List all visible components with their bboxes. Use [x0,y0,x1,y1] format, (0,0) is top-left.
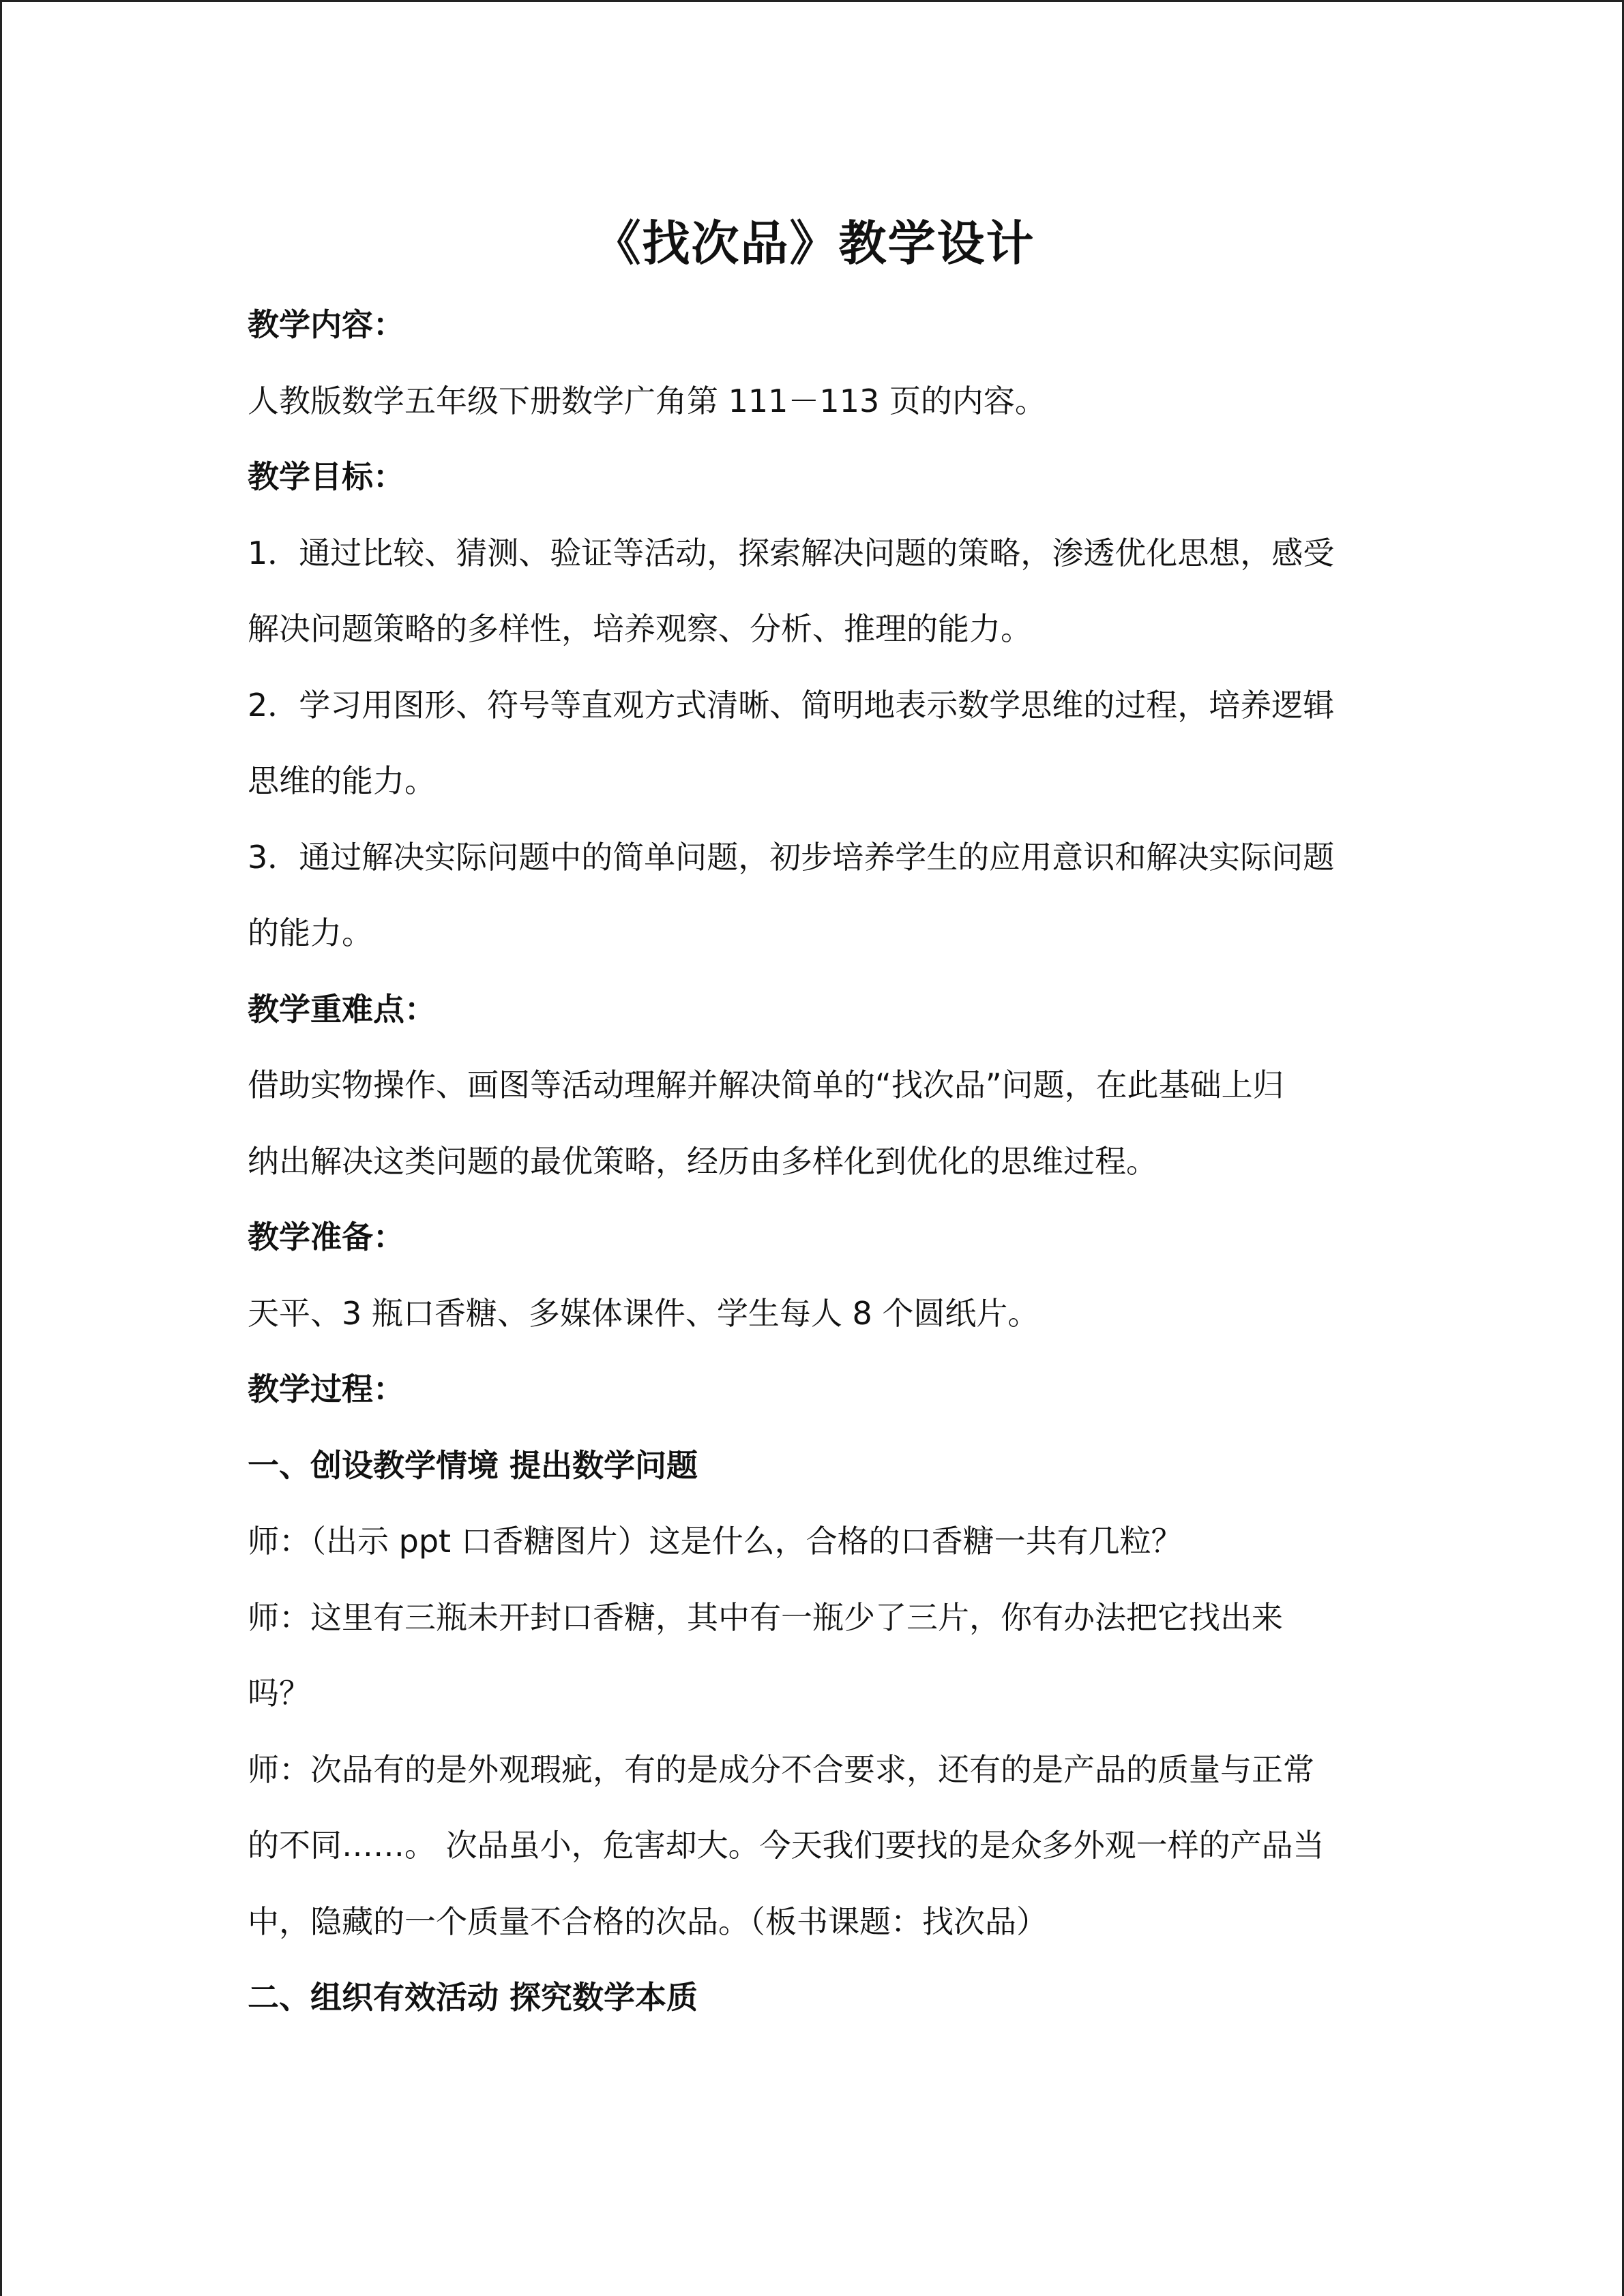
paragraph-line: 思维的能力。 [248,762,436,799]
paragraph-line: 的能力。 [248,914,373,951]
heading-key-points: 教学重难点： [248,991,436,1028]
heading-teaching-process: 教学过程： [248,1371,404,1407]
paragraph-line: 纳出解决这类问题的最优策略，经历由多样化到优化的思维过程。 [248,1143,1157,1180]
heading-teaching-content: 教学内容： [248,306,404,343]
paragraph-line: 师：（出示 ppt 口香糖图片）这是什么，合格的口香糖一共有几粒？ [248,1523,1183,1560]
paragraph-line: 天平、3 瓶口香糖、多媒体课件、学生每人 8 个圆纸片。 [248,1295,1039,1332]
section-heading-1: 一、创设教学情境 提出数学问题 [248,1447,698,1484]
heading-preparation: 教学准备： [248,1219,404,1255]
document-title: 《找次品》教学设计 [593,215,1035,271]
paragraph-line: 吗？ [248,1675,310,1712]
paragraph-line: 师：这里有三瓶未开封口香糖，其中有一瓶少了三片，你有办法把它找出来 [248,1599,1283,1636]
section-heading-2: 二、组织有效活动 探究数学本质 [248,1979,698,2016]
paragraph-line: 1．通过比较、猜测、验证等活动，探索解决问题的策略，渗透优化思想，感受 [248,535,1335,571]
paragraph-line: 师：次品有的是外观瑕疵，有的是成分不合要求，还有的是产品的质量与正常 [248,1751,1314,1788]
paragraph-line: 3．通过解决实际问题中的简单问题，初步培养学生的应用意识和解决实际问题 [248,839,1335,876]
paragraph-line: 的不同……。 次品虽小，危害却大。今天我们要找的是众多外观一样的产品当 [248,1827,1325,1864]
paragraph-line: 人教版数学五年级下册数学广角第 111－113 页的内容。 [248,383,1046,419]
paragraph-line: 借助实物操作、画图等活动理解并解决简单的“找次品”问题，在此基础上归 [248,1067,1284,1103]
heading-teaching-goals: 教学目标： [248,458,404,495]
paragraph-line: 2．学习用图形、符号等直观方式清晰、简明地表示数学思维的过程，培养逻辑 [248,687,1335,724]
paragraph-line: 中，隐藏的一个质量不合格的次品。（板书课题：找次品） [248,1903,1048,1940]
paragraph-line: 解决问题策略的多样性，培养观察、分析、推理的能力。 [248,610,1032,647]
